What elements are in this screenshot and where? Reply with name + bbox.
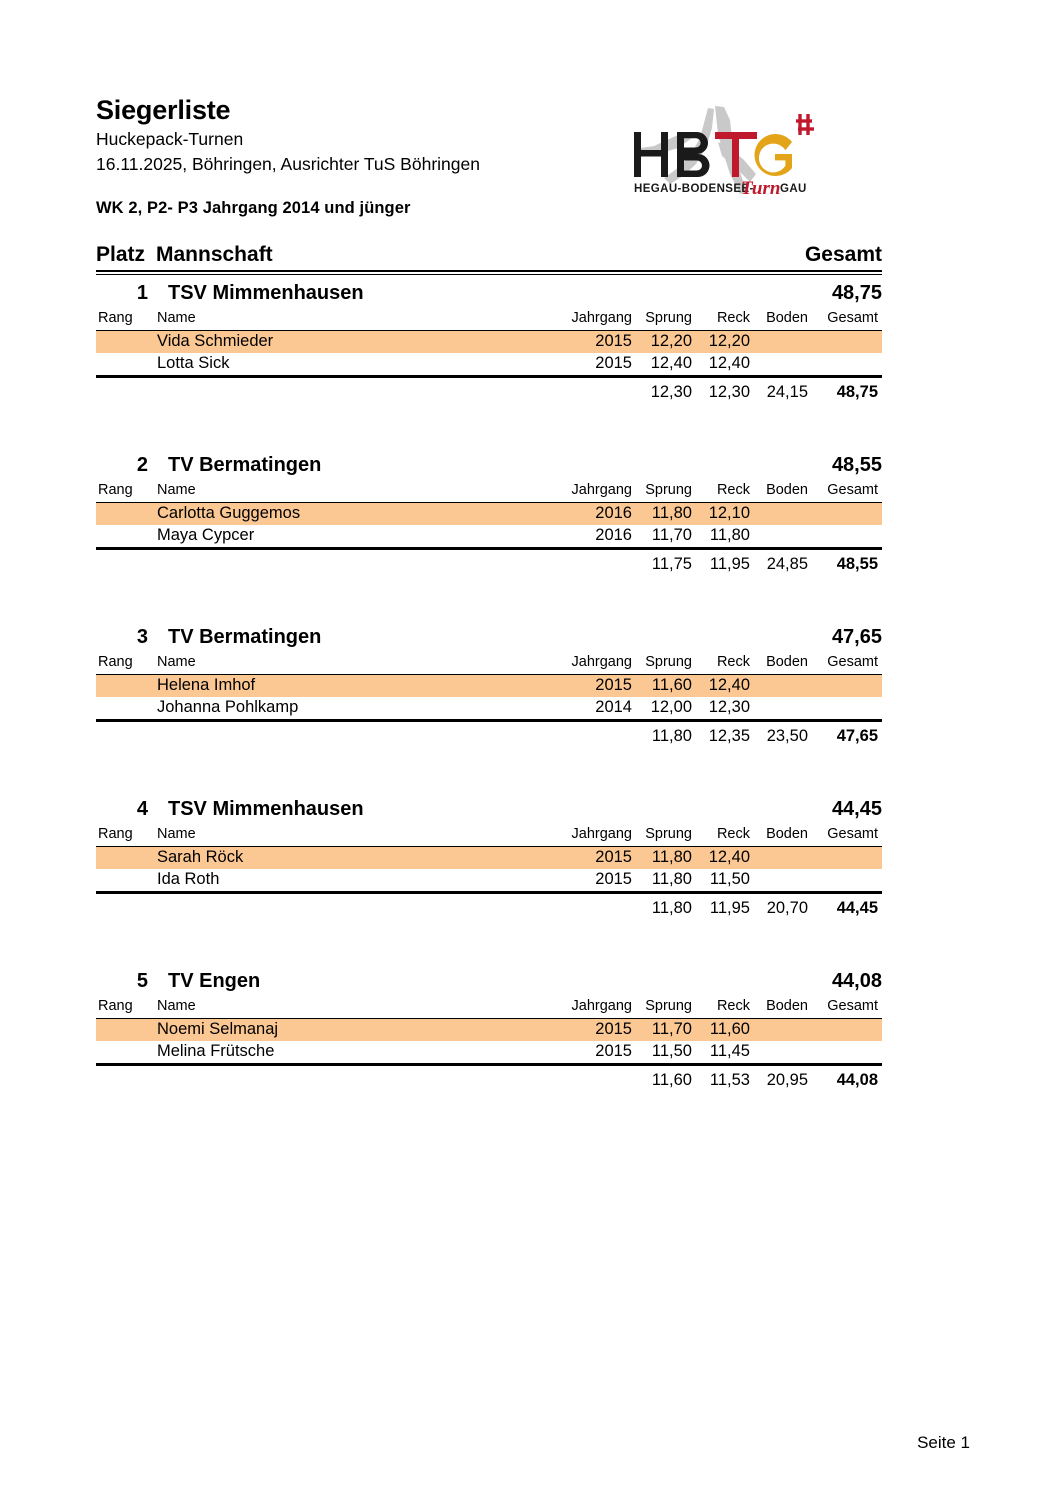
summary-spacer xyxy=(148,894,554,921)
column-header-gesamt: Gesamt xyxy=(827,998,878,1015)
table-row[interactable] xyxy=(96,697,882,719)
header-platz: Platz xyxy=(96,243,146,266)
team-name: TSV Mimmenhausen xyxy=(168,281,364,304)
main-table-header xyxy=(96,243,882,270)
column-header-sprung: Sprung xyxy=(645,826,692,843)
apparatus-summary-row xyxy=(96,722,882,749)
team-summary-row[interactable] xyxy=(96,791,882,824)
athlete-table xyxy=(96,996,882,1093)
athlete-gesamt xyxy=(812,353,882,375)
athlete-table-header xyxy=(96,652,882,674)
athlete-name: Melina Frütsche xyxy=(157,1042,275,1061)
column-header-gesamt: Gesamt xyxy=(827,310,878,327)
team-total-score: 44,45 xyxy=(831,797,882,820)
athlete-table-header xyxy=(96,824,882,846)
team-block xyxy=(96,275,882,447)
athlete-name: Johanna Pohlkamp xyxy=(157,698,299,717)
athlete-reck: 12,10 xyxy=(696,503,754,525)
page-title: Siegerliste xyxy=(96,95,231,125)
athlete-rang xyxy=(96,353,148,375)
athlete-boden xyxy=(754,675,812,697)
athlete-name: Vida Schmieder xyxy=(148,331,554,353)
summary-spacer xyxy=(148,1066,554,1093)
team-place: 3 xyxy=(136,625,148,648)
apparatus-summary-row xyxy=(96,1066,882,1093)
logo-wordmark-right: GAU xyxy=(780,183,807,195)
summary-gesamt: 47,65 xyxy=(836,727,878,746)
column-header-rang: Rang xyxy=(98,482,133,499)
athlete-name: Carlotta Guggemos xyxy=(148,503,554,525)
column-header-name: Name xyxy=(157,998,196,1015)
summary-boden: 24,85 xyxy=(766,555,808,574)
column-header-gesamt: Gesamt xyxy=(827,826,878,843)
athlete-jahrgang: 2015 xyxy=(554,675,636,697)
column-header-rang: Rang xyxy=(98,654,133,671)
team-summary-row[interactable] xyxy=(96,963,882,996)
athlete-sprung: 11,80 xyxy=(636,503,696,525)
team-summary-row[interactable] xyxy=(96,447,882,480)
block-spacer xyxy=(96,749,882,791)
summary-boden: 24,15 xyxy=(766,383,808,402)
column-header-jahrgang: Jahrgang xyxy=(571,310,632,327)
table-row[interactable] xyxy=(96,869,882,891)
team-total-score: 48,75 xyxy=(831,281,882,304)
summary-sprung: 11,75 xyxy=(651,555,692,574)
athlete-gesamt xyxy=(812,331,882,353)
summary-gesamt: 48,55 xyxy=(836,555,878,574)
column-header-jahrgang: Jahrgang xyxy=(571,654,632,671)
summary-boden: 20,95 xyxy=(766,1071,808,1090)
hbtg-logo xyxy=(620,104,835,199)
column-header-reck: Reck xyxy=(716,482,750,499)
summary-spacer xyxy=(148,550,554,577)
column-header-rang: Rang xyxy=(98,998,133,1015)
athlete-gesamt xyxy=(812,525,882,547)
athlete-sprung: 12,40 xyxy=(650,354,692,373)
block-spacer xyxy=(96,921,882,963)
block-spacer xyxy=(96,577,882,619)
summary-sprung: 11,80 xyxy=(651,727,692,746)
summary-reck: 11,53 xyxy=(709,1071,750,1090)
summary-spacer xyxy=(554,550,636,577)
column-header-name: Name xyxy=(157,310,196,327)
logo-hash-icon xyxy=(796,114,814,135)
athlete-jahrgang: 2016 xyxy=(595,526,632,545)
athlete-reck: 11,80 xyxy=(709,526,750,545)
athlete-reck: 12,40 xyxy=(708,354,750,373)
athlete-name: Ida Roth xyxy=(157,870,220,889)
summary-spacer xyxy=(554,378,636,405)
athlete-rang xyxy=(96,525,148,547)
table-row[interactable] xyxy=(96,331,882,353)
athlete-sprung: 11,70 xyxy=(651,526,692,545)
team-name: TSV Mimmenhausen xyxy=(168,797,364,820)
athlete-boden xyxy=(754,869,812,891)
table-row[interactable] xyxy=(96,1019,882,1041)
column-header-boden: Boden xyxy=(766,310,808,327)
summary-reck: 12,30 xyxy=(708,383,750,402)
team-summary-row[interactable] xyxy=(96,619,882,652)
athlete-sprung: 11,70 xyxy=(636,1019,696,1041)
summary-spacer xyxy=(96,894,148,921)
athlete-boden xyxy=(754,1019,812,1041)
table-row[interactable] xyxy=(96,353,882,375)
summary-gesamt: 44,45 xyxy=(836,899,878,918)
column-header-name: Name xyxy=(157,482,196,499)
team-block xyxy=(96,619,882,791)
column-header-rang: Rang xyxy=(98,826,133,843)
athlete-gesamt xyxy=(812,1019,882,1041)
athlete-table xyxy=(96,308,882,405)
athlete-reck: 11,50 xyxy=(709,870,750,889)
block-spacer xyxy=(96,405,882,447)
athlete-jahrgang: 2015 xyxy=(554,1019,636,1041)
athlete-rang xyxy=(96,847,148,869)
team-blocks-container xyxy=(96,275,882,1093)
team-place: 4 xyxy=(136,797,148,820)
logo-letter-g xyxy=(755,134,792,176)
column-header-jahrgang: Jahrgang xyxy=(571,998,632,1015)
athlete-name: Maya Cypcer xyxy=(157,526,255,545)
athlete-boden xyxy=(754,503,812,525)
athlete-rang xyxy=(96,697,148,719)
header-gesamt: Gesamt xyxy=(804,243,882,266)
athlete-sprung: 11,80 xyxy=(651,870,692,889)
apparatus-summary-row xyxy=(96,894,882,921)
competition-category: WK 2, P2- P3 Jahrgang 2014 und jünger xyxy=(96,198,411,217)
athlete-boden xyxy=(754,1041,812,1063)
summary-gesamt: 44,08 xyxy=(836,1071,878,1090)
summary-boden: 20,70 xyxy=(766,899,808,918)
athlete-gesamt xyxy=(812,697,882,719)
athlete-jahrgang: 2015 xyxy=(595,354,632,373)
column-header-reck: Reck xyxy=(716,310,750,327)
event-details: 16.11.2025, Böhringen, Ausrichter TuS Böhringen xyxy=(96,154,480,175)
team-place: 1 xyxy=(136,281,148,304)
athlete-gesamt xyxy=(812,847,882,869)
column-header-sprung: Sprung xyxy=(645,998,692,1015)
team-place: 5 xyxy=(136,969,148,992)
column-header-sprung: Sprung xyxy=(645,482,692,499)
athlete-table xyxy=(96,824,882,921)
athlete-rang xyxy=(96,331,148,353)
team-name: TV Bermatingen xyxy=(168,453,322,476)
team-total-score: 48,55 xyxy=(831,453,882,476)
column-header-rang: Rang xyxy=(98,310,133,327)
summary-reck: 12,35 xyxy=(708,727,750,746)
column-header-name: Name xyxy=(157,654,196,671)
team-block xyxy=(96,963,882,1093)
apparatus-summary-row xyxy=(96,378,882,405)
summary-reck: 11,95 xyxy=(709,899,750,918)
team-summary-row[interactable] xyxy=(96,275,882,308)
logo-wordmark-script: Turn xyxy=(741,178,781,199)
athlete-gesamt xyxy=(812,675,882,697)
column-header-sprung: Sprung xyxy=(645,310,692,327)
athlete-name: Noemi Selmanaj xyxy=(148,1019,554,1041)
athlete-reck: 11,60 xyxy=(696,1019,754,1041)
summary-spacer xyxy=(96,722,148,749)
column-header-name: Name xyxy=(157,826,196,843)
athlete-rang xyxy=(96,675,148,697)
team-block xyxy=(96,447,882,619)
table-row[interactable] xyxy=(96,1041,882,1063)
column-header-sprung: Sprung xyxy=(645,654,692,671)
column-header-reck: Reck xyxy=(716,654,750,671)
column-header-boden: Boden xyxy=(766,654,808,671)
logo-wordmark-left: HEGAU-BODENSEE- xyxy=(634,183,754,195)
summary-spacer xyxy=(554,894,636,921)
athlete-jahrgang: 2015 xyxy=(595,870,632,889)
column-header-reck: Reck xyxy=(716,998,750,1015)
column-header-reck: Reck xyxy=(716,826,750,843)
athlete-jahrgang: 2015 xyxy=(554,331,636,353)
athlete-sprung: 12,00 xyxy=(650,698,692,717)
table-row[interactable] xyxy=(96,525,882,547)
athlete-gesamt xyxy=(812,503,882,525)
team-place: 2 xyxy=(136,453,148,476)
summary-spacer xyxy=(96,1066,148,1093)
athlete-rang xyxy=(96,503,148,525)
athlete-gesamt xyxy=(812,1041,882,1063)
athlete-table-header xyxy=(96,996,882,1018)
team-block xyxy=(96,791,882,963)
athlete-sprung: 11,50 xyxy=(651,1042,692,1061)
athlete-jahrgang: 2014 xyxy=(595,698,632,717)
athlete-boden xyxy=(754,353,812,375)
summary-spacer xyxy=(96,378,148,405)
athlete-jahrgang: 2016 xyxy=(554,503,636,525)
athlete-rang xyxy=(96,1041,148,1063)
athlete-jahrgang: 2015 xyxy=(595,1042,632,1061)
athlete-sprung: 12,20 xyxy=(636,331,696,353)
athlete-boden xyxy=(754,331,812,353)
table-row[interactable] xyxy=(96,847,882,869)
team-total-score: 44,08 xyxy=(831,969,882,992)
logo-letter-h xyxy=(634,132,668,177)
summary-spacer xyxy=(148,722,554,749)
column-header-boden: Boden xyxy=(766,998,808,1015)
summary-spacer xyxy=(554,722,636,749)
athlete-boden xyxy=(754,697,812,719)
summary-spacer xyxy=(554,1066,636,1093)
summary-spacer xyxy=(148,378,554,405)
event-subtitle: Huckepack-Turnen xyxy=(96,129,244,150)
table-row[interactable] xyxy=(96,675,882,697)
athlete-sprung: 11,80 xyxy=(636,847,696,869)
athlete-rang xyxy=(96,869,148,891)
summary-sprung: 12,30 xyxy=(650,383,692,402)
athlete-sprung: 11,60 xyxy=(636,675,696,697)
summary-spacer xyxy=(96,550,148,577)
athlete-table xyxy=(96,480,882,577)
athlete-boden xyxy=(754,847,812,869)
table-row[interactable] xyxy=(96,503,882,525)
athlete-rang xyxy=(96,1019,148,1041)
column-header-jahrgang: Jahrgang xyxy=(571,482,632,499)
athlete-reck: 11,45 xyxy=(709,1042,750,1061)
summary-boden: 23,50 xyxy=(766,727,808,746)
apparatus-summary-row xyxy=(96,550,882,577)
page-footer: Seite 1 xyxy=(917,1433,970,1452)
column-header-gesamt: Gesamt xyxy=(827,482,878,499)
team-name: TV Engen xyxy=(168,969,261,992)
athlete-boden xyxy=(754,525,812,547)
athlete-gesamt xyxy=(812,869,882,891)
team-name: TV Bermatingen xyxy=(168,625,322,648)
athlete-table xyxy=(96,652,882,749)
column-header-boden: Boden xyxy=(766,826,808,843)
summary-reck: 11,95 xyxy=(709,555,750,574)
athlete-jahrgang: 2015 xyxy=(554,847,636,869)
summary-gesamt: 48,75 xyxy=(836,383,878,402)
athlete-name: Helena Imhof xyxy=(148,675,554,697)
athlete-name: Sarah Röck xyxy=(148,847,554,869)
summary-sprung: 11,60 xyxy=(651,1071,692,1090)
athlete-reck: 12,40 xyxy=(696,675,754,697)
athlete-reck: 12,40 xyxy=(696,847,754,869)
column-header-jahrgang: Jahrgang xyxy=(571,826,632,843)
hbtg-logo-icon xyxy=(620,104,835,199)
team-total-score: 47,65 xyxy=(831,625,882,648)
summary-sprung: 11,80 xyxy=(651,899,692,918)
athlete-table-header xyxy=(96,308,882,330)
column-header-boden: Boden xyxy=(766,482,808,499)
column-header-gesamt: Gesamt xyxy=(827,654,878,671)
athlete-table-header xyxy=(96,480,882,502)
athlete-reck: 12,30 xyxy=(708,698,750,717)
header-mannschaft: Mannschaft xyxy=(156,243,273,266)
athlete-reck: 12,20 xyxy=(696,331,754,353)
results-sheet xyxy=(96,243,882,1093)
logo-letter-b xyxy=(677,132,710,177)
athlete-name: Lotta Sick xyxy=(157,354,230,373)
